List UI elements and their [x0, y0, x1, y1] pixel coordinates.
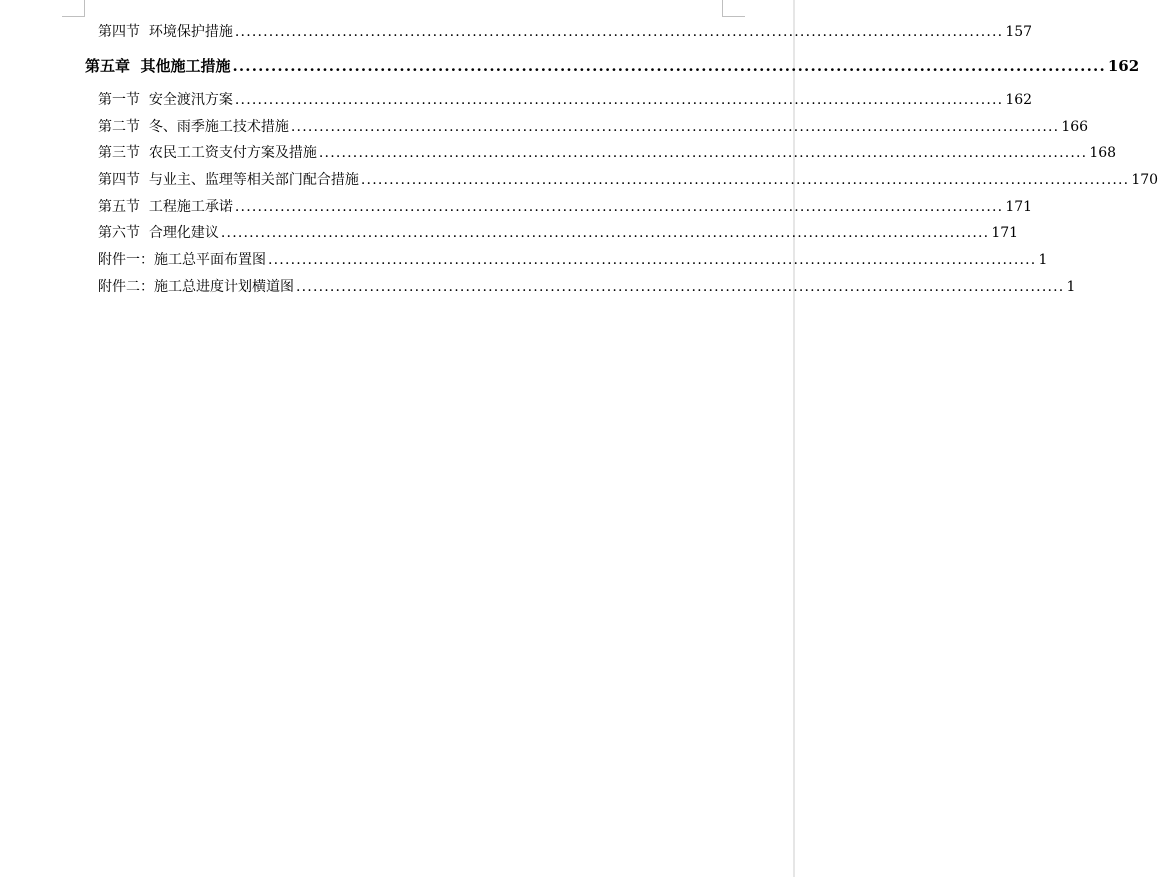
toc-entry-section[interactable]: [98, 91, 1033, 109]
toc-leader-dots: ........................................................................................................................................: [234, 24, 1004, 40]
toc-entry-section[interactable]: [98, 171, 1158, 189]
toc-entry-section[interactable]: [98, 198, 1033, 216]
toc-entry-page: 162: [1107, 57, 1140, 75]
toc-entry-page: 168: [1089, 145, 1117, 161]
toc-leader-dots: ........................................................................................................................................: [360, 172, 1130, 188]
toc-entry-page: 171: [991, 225, 1019, 241]
toc-entry-appendix[interactable]: [98, 278, 1076, 296]
toc-entry-label: 第二节 冬、雨季施工技术措施: [98, 119, 289, 135]
toc-entry-section[interactable]: [98, 118, 1089, 136]
toc-entry-page: 170: [1131, 172, 1158, 188]
toc-entry-label: 第四节 与业主、监理等相关部门配合措施: [98, 172, 359, 188]
toc-entry-chapter[interactable]: [85, 57, 1140, 75]
toc-leader-dots: ........................................................................................................................................: [232, 57, 1106, 75]
toc-entry-page: 1: [1038, 252, 1048, 268]
toc-entry-page: 166: [1061, 119, 1089, 135]
toc-entry-section[interactable]: [98, 144, 1117, 162]
toc-entry-label: 第三节 农民工工资支付方案及措施: [98, 145, 317, 161]
toc-entry-page: 162: [1005, 92, 1033, 108]
toc-entry-page: 157: [1005, 24, 1033, 40]
toc-entry-label: 第六节 合理化建议: [98, 225, 219, 241]
crop-mark-top-right: [722, 0, 745, 17]
toc-entry-label: 附件二：施工总进度计划横道图: [98, 279, 294, 295]
crop-mark-top-left: [62, 0, 85, 17]
toc-entry-label: 第四节 环境保护措施: [98, 24, 233, 40]
toc-entry-section[interactable]: [98, 224, 1019, 242]
toc-entry-section[interactable]: [98, 23, 1033, 41]
toc-leader-dots: ........................................................................................................................................: [268, 252, 1037, 268]
toc-leader-dots: ........................................................................................................................................: [296, 279, 1065, 295]
toc-entry-label: 第五节 工程施工承诺: [98, 199, 233, 215]
toc-entry-label: 第五章 其他施工措施: [85, 57, 231, 75]
toc-leader-dots: ........................................................................................................................................: [318, 145, 1088, 161]
toc-entry-page: 1: [1066, 279, 1076, 295]
toc-leader-dots: ........................................................................................................................................: [220, 225, 990, 241]
toc-leader-dots: ........................................................................................................................................: [234, 199, 1004, 215]
toc-entry-label: 第一节 安全渡汛方案: [98, 92, 233, 108]
toc-entry-label: 附件一：施工总平面布置图: [98, 252, 266, 268]
toc-entry-page: 171: [1005, 199, 1033, 215]
toc-entry-appendix[interactable]: [98, 251, 1048, 269]
toc-leader-dots: ........................................................................................................................................: [290, 119, 1060, 135]
toc-leader-dots: ........................................................................................................................................: [234, 92, 1004, 108]
